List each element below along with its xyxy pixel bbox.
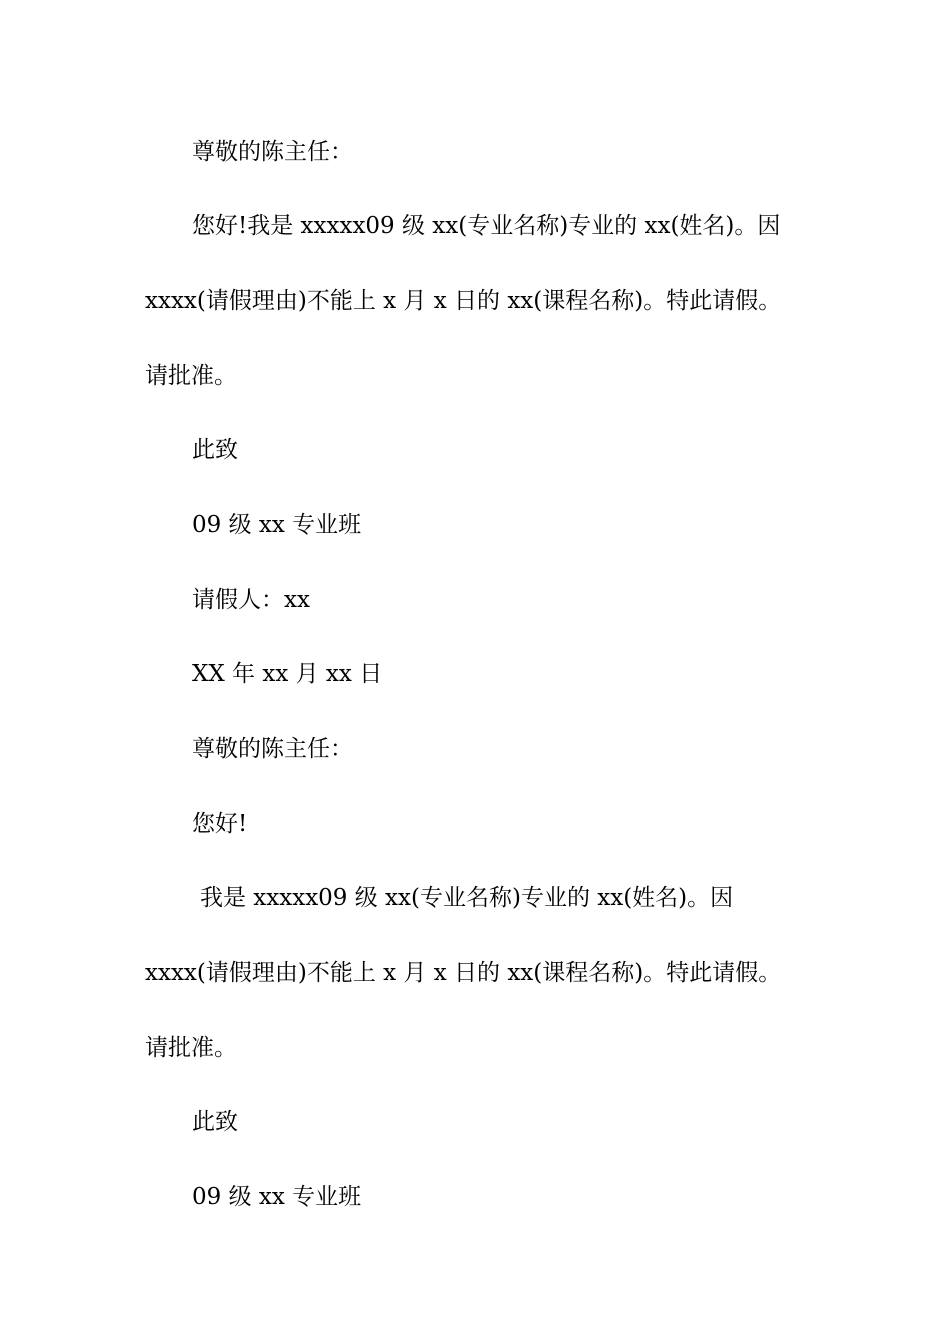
body-line-3: 请批准。 bbox=[145, 1035, 237, 1061]
applicant: 请假人：xx bbox=[192, 587, 310, 613]
greeting: 您好! bbox=[192, 811, 248, 837]
body-line-2: xxxx(请假理由)不能上 x 月 x 日的 xx(课程名称)。特此请假。 bbox=[145, 960, 782, 986]
closing: 此致 bbox=[192, 437, 238, 463]
body-line-3: 请批准。 bbox=[145, 363, 237, 389]
class-name: 09 级 xx 专业班 bbox=[192, 512, 362, 538]
date: XX 年 xx 月 xx 日 bbox=[192, 661, 383, 687]
salutation: 尊敬的陈主任： bbox=[192, 736, 353, 762]
closing: 此致 bbox=[192, 1109, 238, 1135]
body-line-1: 我是 xxxxx09 级 xx(专业名称)专业的 xx(姓名)。因 bbox=[200, 885, 734, 911]
salutation: 尊敬的陈主任： bbox=[192, 139, 353, 165]
body-line-1: 您好!我是 xxxxx09 级 xx(专业名称)专业的 xx(姓名)。因 bbox=[192, 213, 781, 239]
class-name: 09 级 xx 专业班 bbox=[192, 1184, 362, 1210]
body-line-2: xxxx(请假理由)不能上 x 月 x 日的 xx(课程名称)。特此请假。 bbox=[145, 288, 782, 314]
